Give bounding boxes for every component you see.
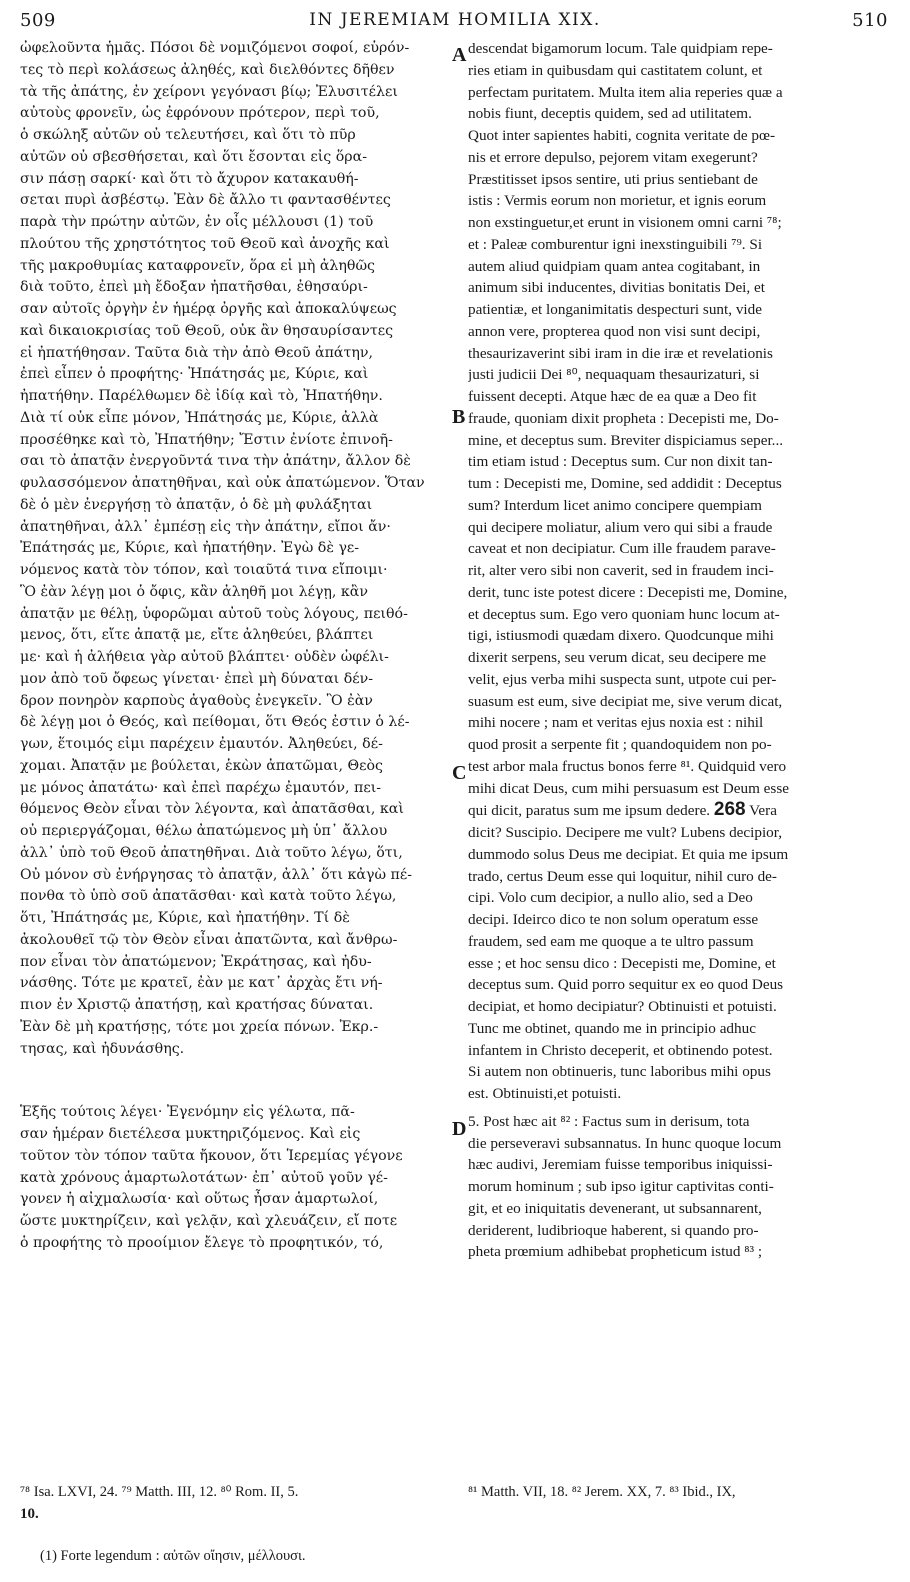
margin-letter-b: B [452,406,466,428]
latin-text-line: suasum est eum, sive decipiat me, sive verum dicat, [468,692,783,710]
latin-text-line: descendat bigamorum locum. Tale quidpiam repe- [468,40,773,57]
greek-text-line: τησας, καὶ ἠδυνάσθης. [20,1040,185,1057]
latin-text-line: velit, ejus verba mihi suspecta sunt, utpote cui per- [468,670,777,688]
greek-text-line: πον εἶναι τὸν ἀπατώμενον; Ἐκράτησας, καὶ ἠδυ- [20,953,372,970]
latin-text-line: istis : Vermis eorum non morietur, et ignis eorum [468,192,767,210]
latin-text-line: Quot inter sapientes habiti, cognita veritate de pœ- [468,127,776,144]
greek-text-line: δὲ λέγῃ μοι ὁ Θεός, καὶ πείθομαι, ὅτι Θεός ἐστιν ὁ λέ- [20,714,410,731]
latin-text-line: dixerit serpens, seu verum dicat, seu decipere me [468,649,767,666]
greek-text-line: γονεν ἡ αἰχμαλωσία· καὶ οὕτως ἦσαν ἁμαρτωλοί, [20,1191,379,1208]
greek-text-line: με· καὶ ἡ ἀλήθεια γὰρ αὐτοῦ βλάπτει· οὐδὲν ὠφέλι- [20,649,389,665]
greek-text-line: εἰ ἠπατήθησαν. Ταῦτα διὰ τὴν ἀπὸ Θεοῦ ἀπάτην, [20,344,373,361]
greek-text-line: με μόνος ἀπατάτω· καὶ ἐπεὶ παρέχω ἐμαυτόν, πει- [20,779,382,796]
latin-text-line: dummodo solus Deus me decipiat. Et quia me ipsum [468,845,789,863]
latin-text-line: hæc audivi, Jeremiam fuisse temporibus iniquissi- [468,1156,773,1174]
greek-text-line: δρον πονηρὸν καρποὺς ἀγαθοὺς ἐνεγκεῖν. Ὃ ἐὰν [20,692,373,709]
latin-text-line: et deceptus sum. Ego vero quoniam hunc locum at- [468,605,780,623]
latin-text-line: rit, alter vero sibi non caverit, sed in fraudem inci- [468,562,774,579]
latin-text-line: sum? Interdum licet animo concipere quempiam [468,496,762,514]
greek-text-line: Ἐὰν δὲ μὴ κρατήσῃς, τότε μοι χρεία πόνων. Ἐκρ.- [20,1018,379,1035]
greek-text-line: ὥστε μυκτηρίζειν, καὶ γελᾷν, καὶ χλευάζειν, εἴ ποτε [20,1213,398,1229]
latin-column [468,38,893,1263]
latin-text-line: mihi dicat Deus, cum mihi persuasum est Deum esse [468,779,789,797]
latin-line-before-number: qui dicit, paratus sum me ipsum dedere. [468,802,711,820]
footnote-right: ⁸¹ Matth. VII, 18. ⁸² Jerem. XX, 7. ⁸³ Ibid., IX, [468,1484,736,1500]
latin-text-line: tigi, istiusmodi quædam dixero. Quodcunque mihi [468,627,774,645]
latin-text-line: trado, certus Deum esse qui loquitur, nihil curo de- [468,867,777,885]
greek-text-line: Ὃ ἐὰν λέγῃ μοι ὁ ὄφις, κἂν ἀληθῆ μοι λέγῃ, κἂν [20,583,369,600]
latin-text-part2 [468,1111,893,1263]
footnote-bottom: (1) Forte legendum : αὐτῶν οἴησιν, μέλλουσι. [40,1548,306,1564]
greek-text-part1 [20,38,450,1060]
greek-text-line: σιν πάσῃ σαρκί· καὶ ὅτι τὸ ἄχυρον κατακαυθή- [20,170,359,187]
latin-text-line: justi judicii Dei ⁸⁰, nequaquam thesaurizaturi, si [468,366,760,384]
right-page-number: 510 [852,10,888,31]
latin-text-line: fraudem, sed eam me quoque a te ultro passum [468,932,754,950]
greek-text-line: φυλασσόμενον ἀπατηθῆναι, καὶ οὐκ ἀπατώμενον. Ὅταν [20,475,425,491]
greek-text-line: σαν αὐτοῖς ὀργὴν ἐν ἡμέρᾳ ὀργῆς καὶ ἀποκαλύψεως [20,301,397,317]
margin-letter-a: A [452,44,467,66]
latin-text-line: Præstitisset ipsos sentire, uti prius sentiebant de [468,170,758,188]
latin-text-part1 [468,38,893,799]
latin-text-line: esse ; et hoc sensu dico : Decepisti me, Domine, et [468,954,776,972]
greek-text-line: καὶ δικαιοκρισίας τοῦ Θεοῦ, οὐκ ἂν θησαυρίσαντες [20,322,394,339]
greek-text-line: κατὰ χρόνους ἁμαρτωλοτάτων· ἐπ᾽ αὐτοῦ γοῦν γέ- [20,1169,388,1186]
greek-text-line: πλούτου τῆς χρηστότητος τοῦ Θεοῦ καὶ ἀνοχῆς καὶ [20,235,390,252]
latin-text-line: fuissent decepti. Atque hæc de ea quæ a Deo fit [468,388,757,405]
latin-text-line: cipi. Volo cum decipior, a nullo alio, sed a Deo [468,889,753,907]
latin-line-with-marginal-number [468,799,893,822]
greek-text-line: νόμενος κατὰ τὸν τόπον, καὶ τοιαῦτά τινα εἴποιμι· [20,562,388,578]
greek-text-line: προσέθηκε καὶ τὸ, Ἠπατήθην; Ἔστιν ἐνίοτε ἐπινοῆ- [20,431,393,448]
latin-text-line: annon vere, propterea quod non visi sunt decipi, [468,322,761,340]
greek-text-line: ὁ προφήτης τὸ προοίμιον ἔλεγε τὸ προφητικόν, τό, [20,1234,384,1251]
latin-text-line: tum : Decepisti me, Domine, sed addidit : Deceptus [468,475,782,492]
greek-text-line: Ἑξῆς τούτοις λέγει· Ἐγενόμην εἰς γέλωτα, πᾶ- [20,1104,355,1121]
footnote-left-number: 10. [20,1506,39,1522]
greek-text-line: αὐτῶν οὐ σβεσθήσεται, καὶ ὅτι ἔσονται εἰς ὅρα- [20,148,368,165]
latin-text-line: infantem in Christo deceperit, et obtinendo potest. [468,1041,773,1059]
latin-text-line: non exstinguetur,et erunt in visionem omni carni ⁷⁸; [468,214,782,231]
greek-text-line: σεται πυρὶ ἀσβέστῳ. Ἐὰν δὲ ἄλλο τι φαντασθέντες [20,192,391,209]
greek-text-line: οὐ περιεργάζομαι, θέλω ἀπατώμενος μὴ ὑπ᾽ ἄλλου [20,823,388,839]
greek-text-line: τες τὸ περὶ κολάσεως ἀληθές, καὶ διελθόντες δῆθεν [20,61,395,78]
latin-text-line: morum hominum ; sub ipso igitur captivitas conti- [468,1178,774,1195]
greek-text-line: μον ἀπὸ τοῦ ὄφεως γίνεται· ἐπεὶ μὴ δύναται δέν- [20,670,374,687]
latin-text-line: est. Obtinuisti,et potuisti. [468,1085,622,1102]
greek-text-line: παρὰ τὴν πρώτην αὐτῶν, ἐν οἷς μέλλουσι (1) τοῦ [20,214,374,230]
latin-text-line: dicit? Suscipio. Decipere me vult? Lubens decipior, [468,824,783,841]
greek-text-line: Οὐ μόνον σὺ ἐνήργησας τὸ ἀπατᾷν, ἀλλ᾽ ὅτι κἀγὼ πέ- [20,866,412,883]
latin-text-line: mihi nocere ; nam et veritas ejus noxia est : nihil [468,714,764,732]
margin-letter-d: D [452,1118,467,1140]
greek-text-line: ὠφελοῦντα ἡμᾶς. Πόσοι δὲ νομιζόμενοι σοφοί, εὑρόν- [20,40,410,56]
latin-text-line: Tunc me obtinet, quando me in principio adhuc [468,1019,756,1037]
latin-text-line: caveat et non decipiatur. Cum ille fraudem parave- [468,540,776,558]
footnote-left: ⁷⁸ Isa. LXVI, 24. ⁷⁹ Matth. III, 12. ⁸⁰ Rom. II, 5. [20,1484,299,1500]
greek-text-line: ἀκολουθεῖ τῷ τὸν Θεὸν εἶναι ἀπατῶντα, καὶ ἄνθρω- [20,931,398,948]
latin-text-line: qui decipere moliatur, alium vero qui sibi a fraude [468,518,773,536]
greek-text-line: δὲ ὁ μὲν ἐνεργήσῃ τὸ ἀπατᾷν, ὁ δὲ μὴ φυλάξηται [20,496,373,513]
greek-text-line: διὰ τοῦτο, ἐπεὶ μὴ ἔδοξαν ἠπατῆσθαι, ἐθησαύρι- [20,279,368,296]
latin-text-line: pheta prœmium adhibebat propheticum istud ⁸³ ; [468,1243,763,1261]
latin-text-line: mine, et deceptus sum. Breviter dispiciamus seper... [468,431,784,449]
greek-text-line: γων, ἕτοιμός εἰμι παρέχειν ἐμαυτόν. Ἀληθεύει, δέ- [20,736,383,752]
latin-line-after-number: Vera [745,802,777,820]
latin-text-line: fraude, quoniam dixit propheta : Decepisti me, Do- [468,409,779,427]
greek-text-line: ἠπατήθην. Παρέλθωμεν δὲ ἰδίᾳ καὶ τὸ, Ἠπατήθην. [20,388,383,404]
greek-text-line: ὅτι, Ἠπάτησάς με, Κύριε, καὶ ἠπατήθην. Τί δὲ [20,910,350,926]
latin-text-line: test arbor mala fructus bonos ferre ⁸¹. Quidquid vero [468,757,787,775]
greek-text-line: σαν ἡμέραν διετέλεσα μυκτηριζόμενος. Καὶ εἰς [20,1126,361,1142]
latin-text-line: thesaurizaverint sibi iram in die iræ et revelationis [468,344,773,362]
latin-text-line: nobis fiunt, deceptis quidem, sed ad utilitatem. [468,105,752,123]
latin-text-line: nis et errore depulso, pejorem vitam exegerunt? [468,148,758,166]
greek-text-line: ἀλλ᾽ ὑπὸ τοῦ Θεοῦ ἀπατηθῆναι. Διὰ τοῦτο λέγω, ὅτι, [20,844,403,861]
greek-text-line: ἀπατᾷν με θέλῃ, ὑφορῶμαι αὐτοῦ τοὺς λόγους, πειθό- [20,605,408,622]
marginal-number: 268 [713,799,746,821]
greek-text-line: τὰ τῆς ἀπάτης, ἐν χείρονι γεγόνασι βίῳ; Ἐλυσιτέλει [20,83,398,100]
latin-text-line: autem aliud quidpiam quam antea cogitabant, in [468,257,761,275]
latin-text-line: decipiat, et homo decipiatur? Obtinuisti et potuisti. [468,998,777,1015]
latin-text-line: die perseveravi subsannatus. In hunc quoque locum [468,1134,782,1152]
greek-column [20,38,450,1255]
latin-text-line: patientiæ, et longanimitatis despecturi sunt, vide [468,301,762,318]
latin-text-line: perfectam puritatem. Multa item alia reperies quæ a [468,83,783,101]
greek-text-line: νάσθης. Τότε με κρατεῖ, ἐὰν με κατ᾽ ἀρχὰς ἔτι νή- [20,975,383,992]
latin-text-line: animum sibi inducentes, divitias bonitatis Dei, et [468,279,765,297]
greek-text-line: ἐπεὶ εἶπεν ὁ προφήτης· Ἠπάτησάς με, Κύριε, καὶ [20,366,369,383]
greek-text-line: σαι τὸ ἀπατᾷν ἐνεργοῦντά τινα τὴν ἀπάτην, ἄλλον δὲ [20,453,411,470]
greek-text-line: τοῦτον τὸν τόπον ταῦτα ἤκουον, ὅτι Ἱερεμίας γέγονε [20,1147,403,1164]
greek-text-line: θόμενος Θεὸν εἶναι τὸν λέγοντα, καὶ ἀπατᾶσθαι, καὶ [20,801,404,818]
latin-text-line: tim etiam istud : Deceptus sum. Cur non dixit tan- [468,453,773,471]
greek-text-line: τῆς μακροθυμίας καταφρονεῖν, ὅρα εἰ μὴ ἀληθῶς [20,257,375,274]
greek-text-line: ὁ σκώληξ αὐτῶν οὐ τελευτήσει, καὶ ὅτι τὸ πῦρ [20,127,356,143]
greek-text-line: πιον ἐν Χριστῷ ἀπατήσῃ, καὶ κρατήσας δύναται. [20,997,374,1013]
running-title: IN JEREMIAM HOMILIA XIX. [309,10,601,30]
latin-text-line: et : Paleæ comburentur igni inexstinguibili ⁷⁹. Si [468,235,763,253]
greek-text-line: Ἐπάτησάς με, Κύριε, καὶ ἠπατήθην. Ἐγὼ δὲ γε- [20,540,360,557]
greek-text-line: Διὰ τί οὐκ εἶπε μόνον, Ἠπάτησάς με, Κύριε, ἀλλὰ [20,409,379,426]
latin-text-line: quod prosit a serpente fit ; quandoquidem non po- [468,736,772,753]
left-page-number: 509 [20,10,56,31]
greek-text-line: ἀπατηθῆναι, ἀλλ᾽ ἐμπέσῃ εἰς τὴν ἀπάτην, εἴποι ἄν· [20,518,391,535]
greek-text-line: αὐτοὺς φρονεῖν, ὡς ἐφρόνουν πρότερον, περὶ τοῦ, [20,105,380,122]
greek-text-line: χομαι. Ἀπατᾷν με βούλεται, ἑκὼν ἀπατῶμαι, Θεὸς [20,757,383,774]
margin-letter-c: C [452,762,467,784]
latin-text-line: decipi. Ideirco dico te non solum operatum esse [468,911,759,928]
greek-text-part2 [20,1102,450,1254]
latin-text-line: 5. Post hæc ait ⁸² : Factus sum in derisum, tota [468,1112,750,1130]
latin-text-part1b [468,822,893,1105]
greek-text-line: μενος, ὅτι, εἴτε ἀπατᾷ με, εἴτε ἀληθεύει, βλάπτει [20,627,374,644]
latin-text-line: derit, tunc iste potest dicere : Decepisti me, Domine, [468,583,788,601]
latin-text-line: ries etiam in quibusdam qui castitatem colunt, et [468,61,763,79]
latin-text-line: deceptus sum. Quid porro sequitur ex eo quod Deus [468,976,784,994]
latin-text-line: Si autem non obtinueris, tunc laboribus mihi opus [468,1063,771,1081]
latin-text-line: git, et eo iniquitatis devenerant, ut subsannarent, [468,1199,762,1217]
greek-text-line: πονθα τὸ ὑπὸ σοῦ ἀπατᾶσθαι· καὶ κατὰ τοῦτο λέγω, [20,888,397,905]
latin-text-line: deriderent, ludibrioque haberent, si quando pro- [468,1221,759,1239]
